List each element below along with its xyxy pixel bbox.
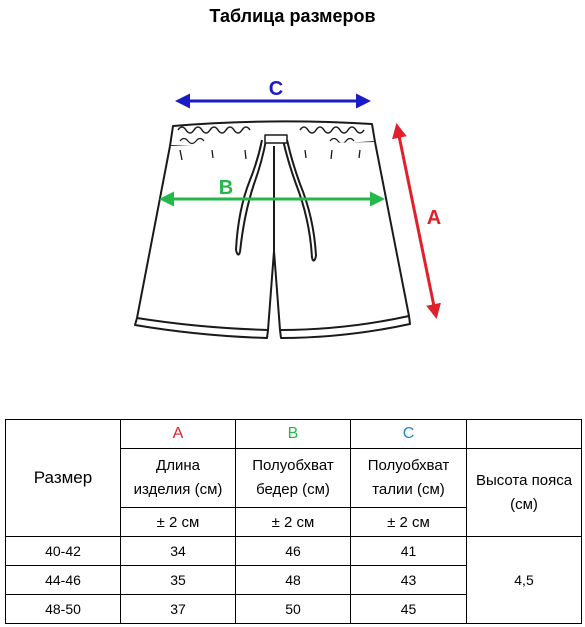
- label-a: A: [426, 207, 442, 229]
- column-desc-c: [351, 449, 467, 508]
- row-size: 40-42: [6, 537, 121, 566]
- column-letter-a: A: [121, 420, 236, 449]
- column-desc-waistband-line1: Высота пояса: [475, 471, 573, 489]
- column-desc-waistband: [467, 449, 582, 537]
- row-value-a: 34: [121, 537, 236, 566]
- column-letter-c: C: [351, 420, 467, 449]
- tolerance-c: ± 2 см: [351, 508, 467, 537]
- tolerance-b: ± 2 см: [236, 508, 351, 537]
- column-desc-a-line1: Длина: [156, 457, 200, 474]
- waistband-height-value: 4,5: [467, 537, 582, 624]
- column-letter-empty: [467, 420, 582, 449]
- tolerance-a: ± 2 см: [121, 508, 236, 537]
- row-value-a: 37: [121, 595, 236, 624]
- column-letter-b: B: [236, 420, 351, 449]
- row-value-c: 41: [351, 537, 467, 566]
- row-size: 48-50: [6, 595, 121, 624]
- row-value-b: 48: [236, 566, 351, 595]
- column-desc-b-line2: бедер (см): [256, 481, 330, 498]
- size-table: [5, 419, 582, 624]
- label-b: B: [218, 177, 234, 199]
- label-c: C: [268, 78, 284, 100]
- row-value-c: 45: [351, 595, 467, 624]
- page-title: Таблица размеров: [209, 6, 376, 26]
- row-size: 44-46: [6, 566, 121, 595]
- row-value-b: 50: [236, 595, 351, 624]
- column-desc-a: [121, 449, 236, 508]
- row-value-a: 35: [121, 566, 236, 595]
- row-value-c: 43: [351, 566, 467, 595]
- size-column-header: Размер: [6, 420, 121, 537]
- column-desc-waistband-line2: (см): [510, 495, 538, 513]
- column-desc-c-line1: Полуобхват: [367, 457, 450, 474]
- shorts-outline: [135, 121, 410, 338]
- row-value-b: 46: [236, 537, 351, 566]
- column-desc-a-line2: изделия (см): [133, 481, 223, 498]
- column-desc-b: [236, 449, 351, 508]
- column-desc-b-line1: Полуобхват: [252, 457, 334, 474]
- table-row: [6, 537, 582, 566]
- table-header-letters: [6, 420, 582, 449]
- column-desc-c-line2: талии (см): [372, 481, 445, 498]
